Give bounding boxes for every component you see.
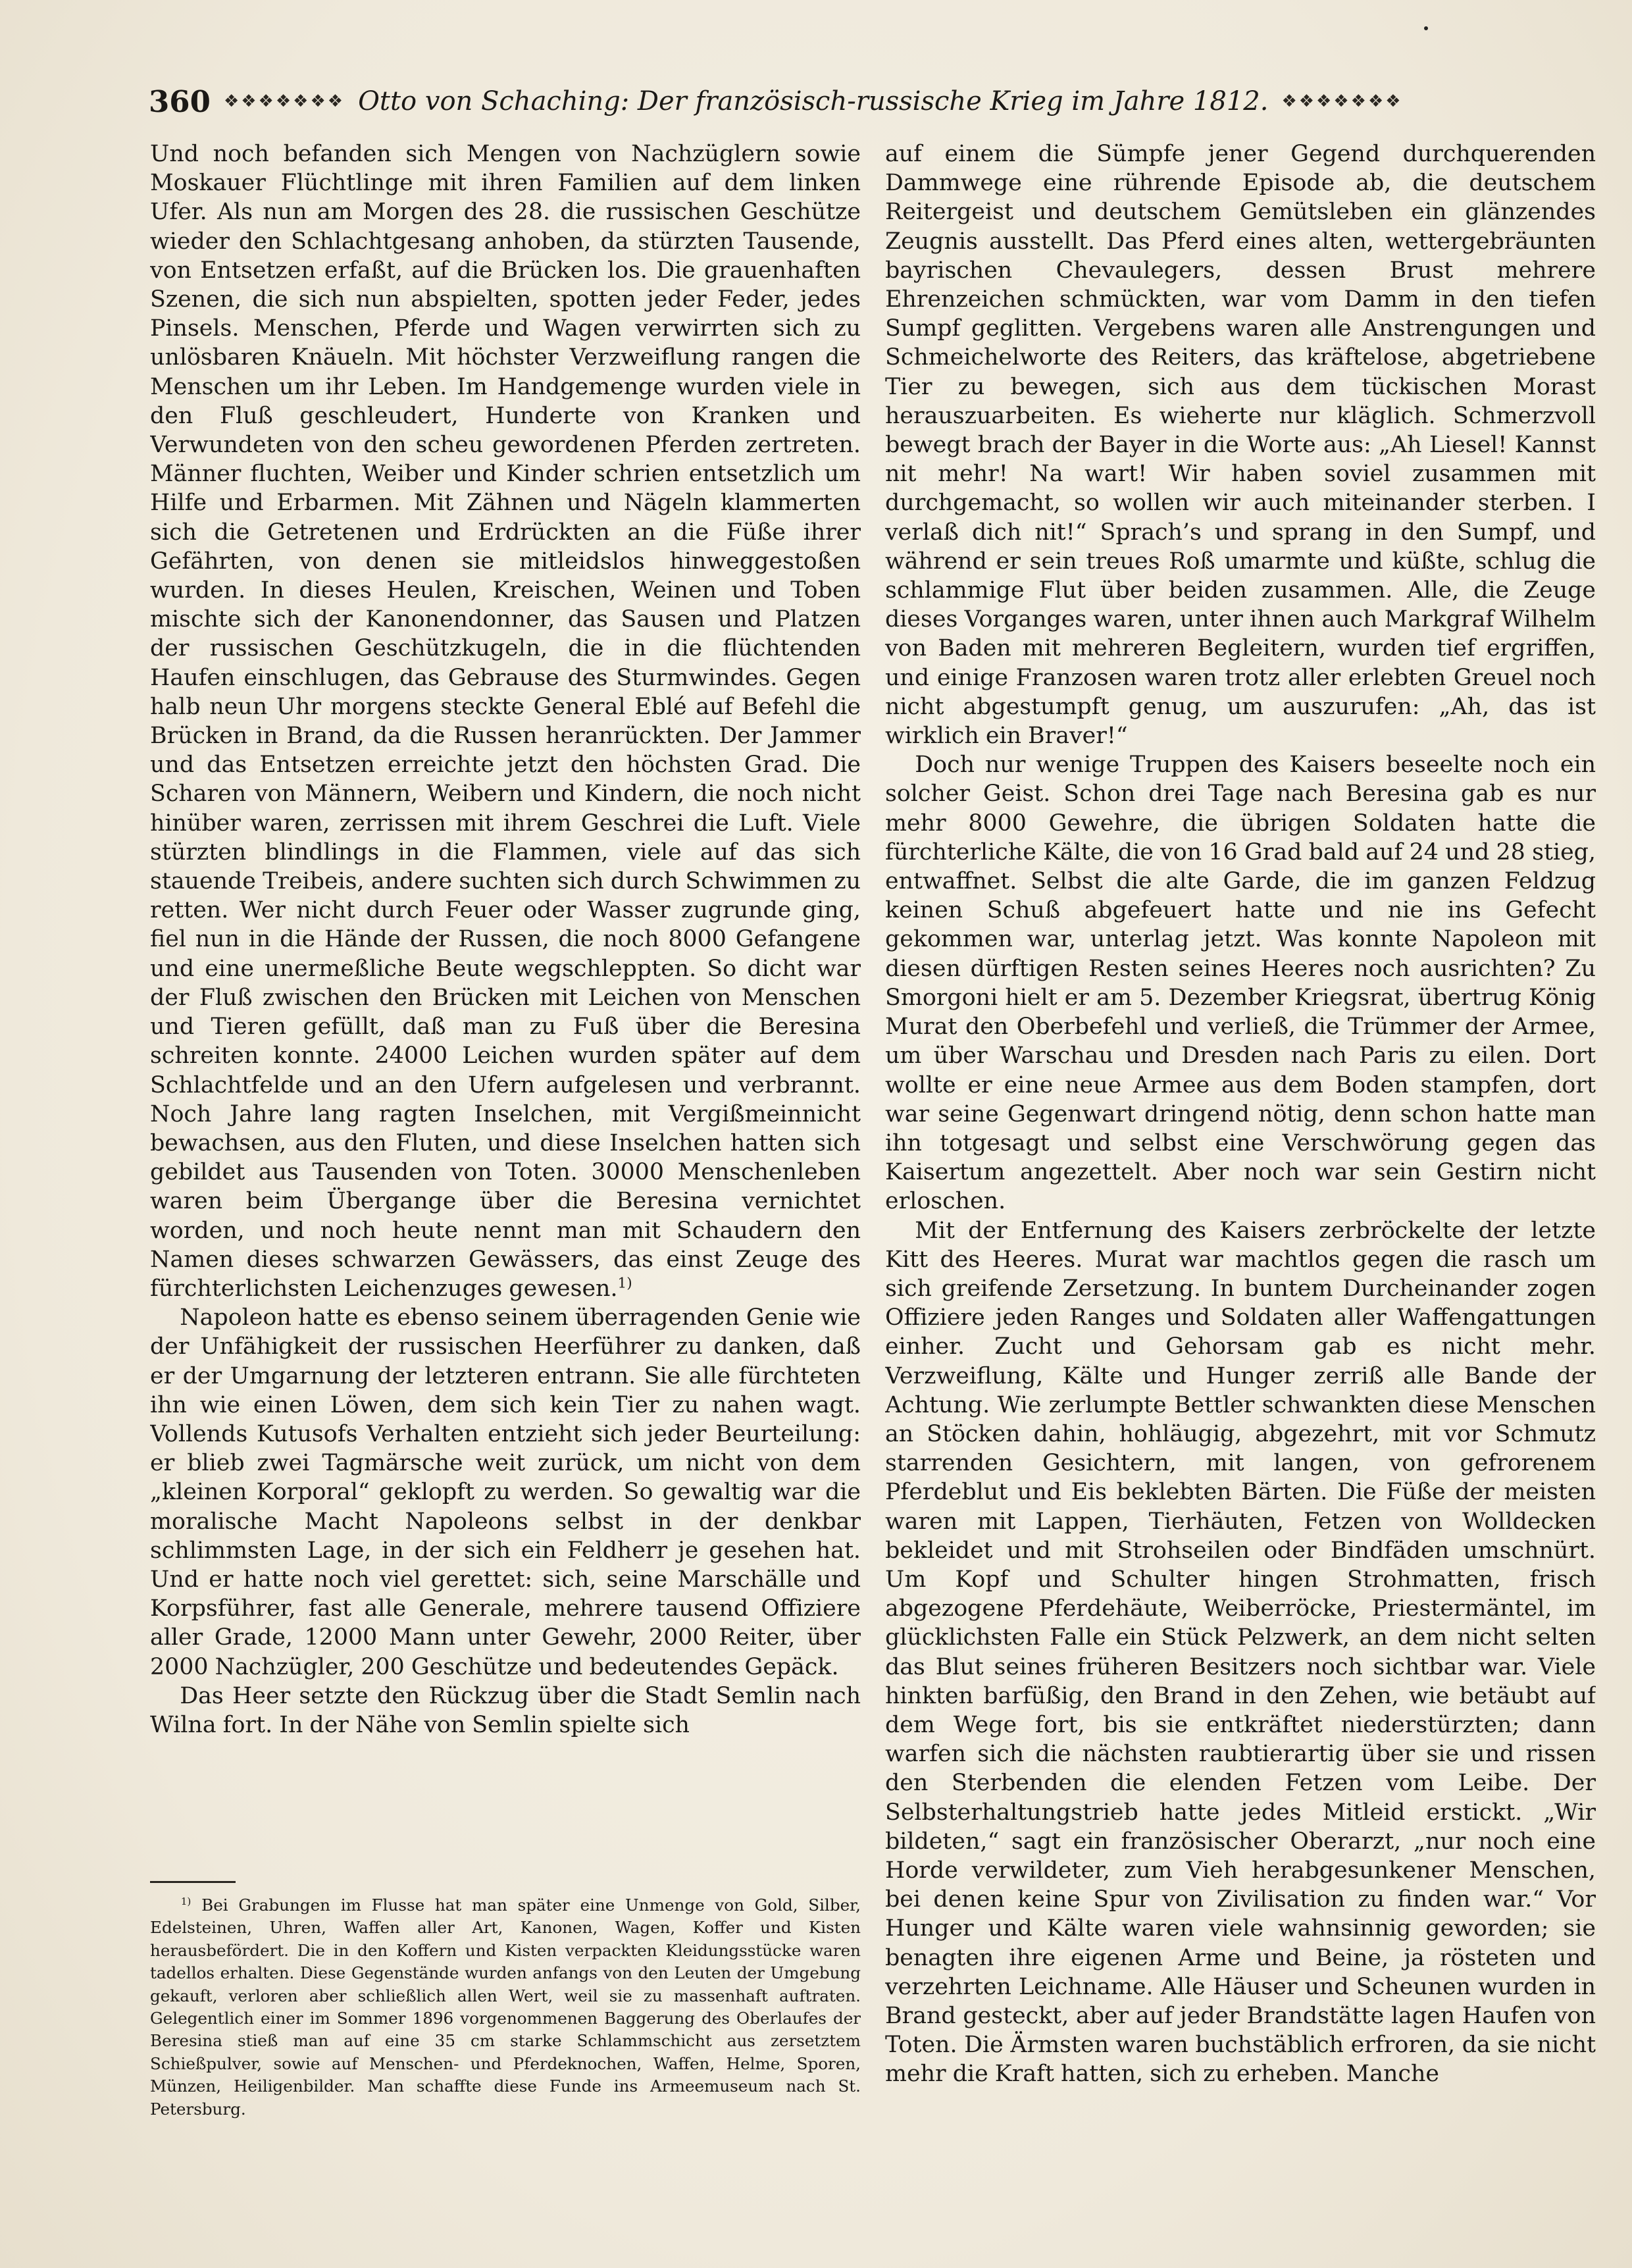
paragraph-text: Und noch befanden sich Mengen von Nachzüglern sowie Moskauer Flüchtlinge mit ihren Familien auf dem linken Ufer. Als nun am Morgen des 28. die russischen Geschütze wieder den Schlachtgesang anhoben, da stürzten Tausende, von Entsetzen erfaßt, auf die Brücken los. Die grauenhaften Szenen, die sich nun abspielten, spotten jeder Feder, jedes Pinsels. Menschen, Pferde und Wagen verwirrten sich zu unlösbaren Knäueln. Mit höchster Verzweiflung rangen die Menschen um ihr Leben. Im Handgemenge wurden viele in den Fluß geschleudert, Hunderte von Kranken und Verwundeten von den scheu gewordenen Pferden zertreten. Männer fluchten, Weiber und Kinder schrien entsetzlich um Hilfe und Erbarmen. Mit Zähnen und Nägeln klammerten sich die Getretenen und Erdrückten an die Füße ihrer Gefährten, von denen sie mitleidslos hinweggestoßen wurden. In dieses Heulen, Kreischen, Weinen und Toben mischte sich der Kanonendonner, das Sausen und Platzen der russischen Geschützkugeln, die in die flüchtenden Haufen einschlugen, das Gebrause des Sturmwindes. Gegen halb neun Uhr morgens steckte General Eblé auf Befehl die Brücken in Brand, da die Russen heranrückten. Der Jammer und das Entsetzen erreichte jetzt den höchsten Grad. Die Scharen von Männern, Weibern und Kindern, die noch nicht hinüber waren, zerrissen mit ihrem Geschrei die Luft. Viele stürzten blindlings in die Flammen, viele auf das sich stauende Treibeis, andere suchten sich durch Schwimmen zu retten. Wer nicht durch Feuer oder Wasser zugrunde ging, fiel nun in die Hände der Russen, die noch 8000 Gefangene und eine unermeßliche Beute wegschleppten. So dicht war der Fluß zwischen den Brücken mit Leichen von Menschen und Tieren gefüllt, daß man zu Fuß über die Beresina schreiten konnte. 24000 Leichen wurden später auf dem Schlachtfelde und an den Ufern aufgelesen und verbrannt. Noch Jahre lang ragten Inselchen, mit Vergißmeinnicht bewachsen, aus den Fluten, und diese Inselchen hatten sich gebildet aus Tausenden von Toten. 30000 Menschenleben waren beim Übergange über die Beresina vernichtet worden, und noch heute nennt man mit Schaudern den Namen dieses schwarzen Gewässers, das einst Zeuge des fürchterlichsten Leichenzuges gewesen.	[150, 141, 861, 1302]
footnote	[150, 1894, 861, 2151]
ornament-right: ❖❖❖❖❖❖❖	[1281, 91, 1403, 111]
ornament-left: ❖❖❖❖❖❖❖	[223, 91, 345, 111]
footnote-marker: 1)	[180, 1895, 191, 1907]
running-title: Otto von Schaching: Der französisch-russische Krieg im Jahre 1812.	[358, 86, 1269, 116]
paragraph-semlin: Das Heer setzte den Rückzug über die Stadt Semlin nach Wilna fort. In der Nähe von Semlin spielte sich	[150, 1682, 861, 1738]
right-column	[885, 140, 1596, 2153]
left-column	[150, 140, 861, 1864]
paragraph-emperor-leaves: Doch nur wenige Truppen des Kaisers beseelte noch ein solcher Geist. Schon drei Tage nach Beresina gab es nur mehr 8000 Gewehre, die übrigen Soldaten hatte die fürchterliche Kälte, die von 16 Grad bald auf 24 und 28 stieg, entwaffnet. Selbst die alte Garde, die im ganzen Feldzug keinen Schuß abgefeuert hatte und nie ins Gefecht gekommen war, unterlag jetzt. Was konnte Napoleon mit diesen dürftigen Resten seines Heeres noch ausrichten? Zu Smorgoni hielt er am 5. Dezember Kriegsrat, übertrug König Murat den Oberbefehl und verließ, die Trümmer der Armee, um über Warschau und Dresden nach Paris zu eilen. Dort wollte er eine neue Armee aus dem Boden stampfen, dort war seine Gegenwart dringend nötig, denn schon hatte man ihn totgesagt und selbst eine Verschwörung gegen das Kaisertum angezettelt. Aber noch war sein Gestirn nicht erloschen.	[885, 752, 1596, 1215]
paragraph-beresina-crossing	[150, 140, 861, 1303]
footnote-divider	[150, 1881, 236, 1883]
page-number: 360	[149, 84, 211, 119]
running-header	[149, 78, 1471, 125]
paragraph-bavarian-rider: auf einem die Sümpfe jener Gegend durchquerenden Dammwege eine rührende Episode ab, die deutschem Reitergeist und deutschem Gemütsleben ein glänzendes Zeugnis ausstellt. Das Pferd eines alten, wettergebräunten bayrischen Chevaulegers, dessen Brust mehrere Ehrenzeichen schmückten, war vom Damm in den tiefen Sumpf geglitten. Vergebens waren alle Anstrengungen und Schmeichelworte des Reiters, das kräftelose, abgetriebene Tier zu bewegen, sich aus dem tückischen Morast herauszuarbeiten. Es wieherte nur kläglich. Schmerzvoll bewegt brach der Bayer in die Worte aus: „Ah Liesel! Kannst nit mehr! Na wart! Wir haben soviel zusammen mit durchgemacht, so wollen wir auch miteinander sterben. I verlaß dich nit!“ Sprach’s und sprang in den Sumpf, und während er sein treues Roß umarmte und küßte, schlug die schlammige Flut über beiden zusammen. Alle, die Zeuge dieses Vorganges waren, unter ihnen auch Markgraf Wilhelm von Baden mit mehreren Begleitern, wurden tief ergriffen, und einige Franzosen waren trotz aller erlebten Greuel noch nicht abgestumpft genug, um auszurufen: „Ah, das ist wirklich ein Braver!“	[885, 141, 1596, 750]
paragraph-napoleon-genius: Napoleon hatte es ebenso seinem überragenden Genie wie der Unfähigkeit der russischen Heerführer zu danken, daß er der Umgarnung der letzteren entrann. Sie alle fürchteten ihn wie einen Löwen, dem sich kein Tier zu nahen wagt. Vollends Kutusofs Verhalten entzieht sich jeder Beurteilung: er blieb zwei Tagmärsche weit zurück, um nicht von dem „kleinen Korporal“ geklopft zu werden. So gewaltig war die moralische Macht Napoleons selbst in der denkbar schlimmsten Lage, in der sich ein Feldherr je gesehen hat. Und er hatte noch viel gerettet: sich, seine Marschälle und Korpsführer, fast alle Generale, mehrere tausend Offiziere aller Grade, 12000 Mann unter Gewehr, 2000 Reiter, über 2000 Nachzügler, 200 Geschütze und bedeutendes Gepäck.	[150, 1304, 861, 1680]
footnote-reference: 1)	[617, 1275, 632, 1292]
paragraph-army-disintegration: Mit der Entfernung des Kaisers zerbröckelte der letzte Kitt des Heeres. Murat war machtlos gegen die rasch um sich greifende Zersetzung. In buntem Durcheinander zogen Offiziere jeden Ranges und Soldaten aller Waffengattungen einher. Zucht und Gehorsam gab es nicht mehr. Verzweiflung, Kälte und Hunger zerriß alle Bande der Achtung. Wie zerlumpte Bettler schwankten diese Menschen an Stöcken dahin, hohläugig, abgezehrt, mit vor Schmutz starrenden Gesichtern, mit langen, von gefrorenem Pferdeblut und Eis beklebten Bärten. Die Füße der meisten waren mit Lappen, Tierhäuten, Fetzen von Wolldecken bekleidet und mit Strohseilen oder Bindfäden umschnürt. Um Kopf und Schulter hingen Strohmatten, frisch abgezogene Pferdehäute, Weiberröcke, Priestermäntel, im glücklichsten Falle ein Stück Pelzwerk, an dem nicht selten das Blut seines früheren Besitzers noch sichtbar war. Viele hinkten barfüßig, den Brand in den Zehen, wie betäubt auf dem Wege fort, bis sie entkräftet niederstürzten; dann warfen sich die nächsten raubtierartig über sie und rissen den Sterbenden die elenden Fetzen vom Leibe. Der Selbsterhaltungstrieb hatte jedes Mitleid erstickt. „Wir bildeten,“ sagt ein französischer Oberarzt, „nur noch eine Horde verwildeter, zum Vieh herabgesunkener Menschen, bei denen keine Spur von Zivilisation zu finden war.“ Vor Hunger und Kälte waren viele wahnsinnig geworden; sie benagten ihre eigenen Arme und Beine, ja rösteten und verzehrten Leichname. Alle Häuser und Scheunen wurden in Brand gesteckt, aber auf jeder Brandstätte lagen Haufen von Toten. Die Ärmsten waren buchstäblich erfroren, da sie nicht mehr die Kraft hatten, sich zu erheben. Manche	[885, 1217, 1596, 2088]
footnote-text: Bei Grabungen im Flusse hat man später eine Unmenge von Gold, Silber, Edelsteinen, Uhren, Waffen aller Art, Kanonen, Wagen, Koffer und Kisten herausbefördert. Die in den Koffern und Kisten verpackten Kleidungsstücke waren tadellos erhalten. Diese Gegenstände wurden anfangs von den Leuten der Umgebung gekauft, verloren aber schließlich allen Wert, weil sie zu massenhaft auftraten. Gelegentlich einer im Sommer 1896 vorgenommenen Baggerung des Oberlaufes der Beresina stieß man auf eine 35 cm starke Schlammschicht aus zersetztem Schießpulver, sowie auf Menschen- und Pferdeknochen, Waffen, Helme, Sporen, Münzen, Heiligenbilder. Man schaffte diese Funde ins Armeemuseum nach St. Petersburg.	[150, 1895, 861, 2119]
print-speck	[1424, 26, 1428, 30]
